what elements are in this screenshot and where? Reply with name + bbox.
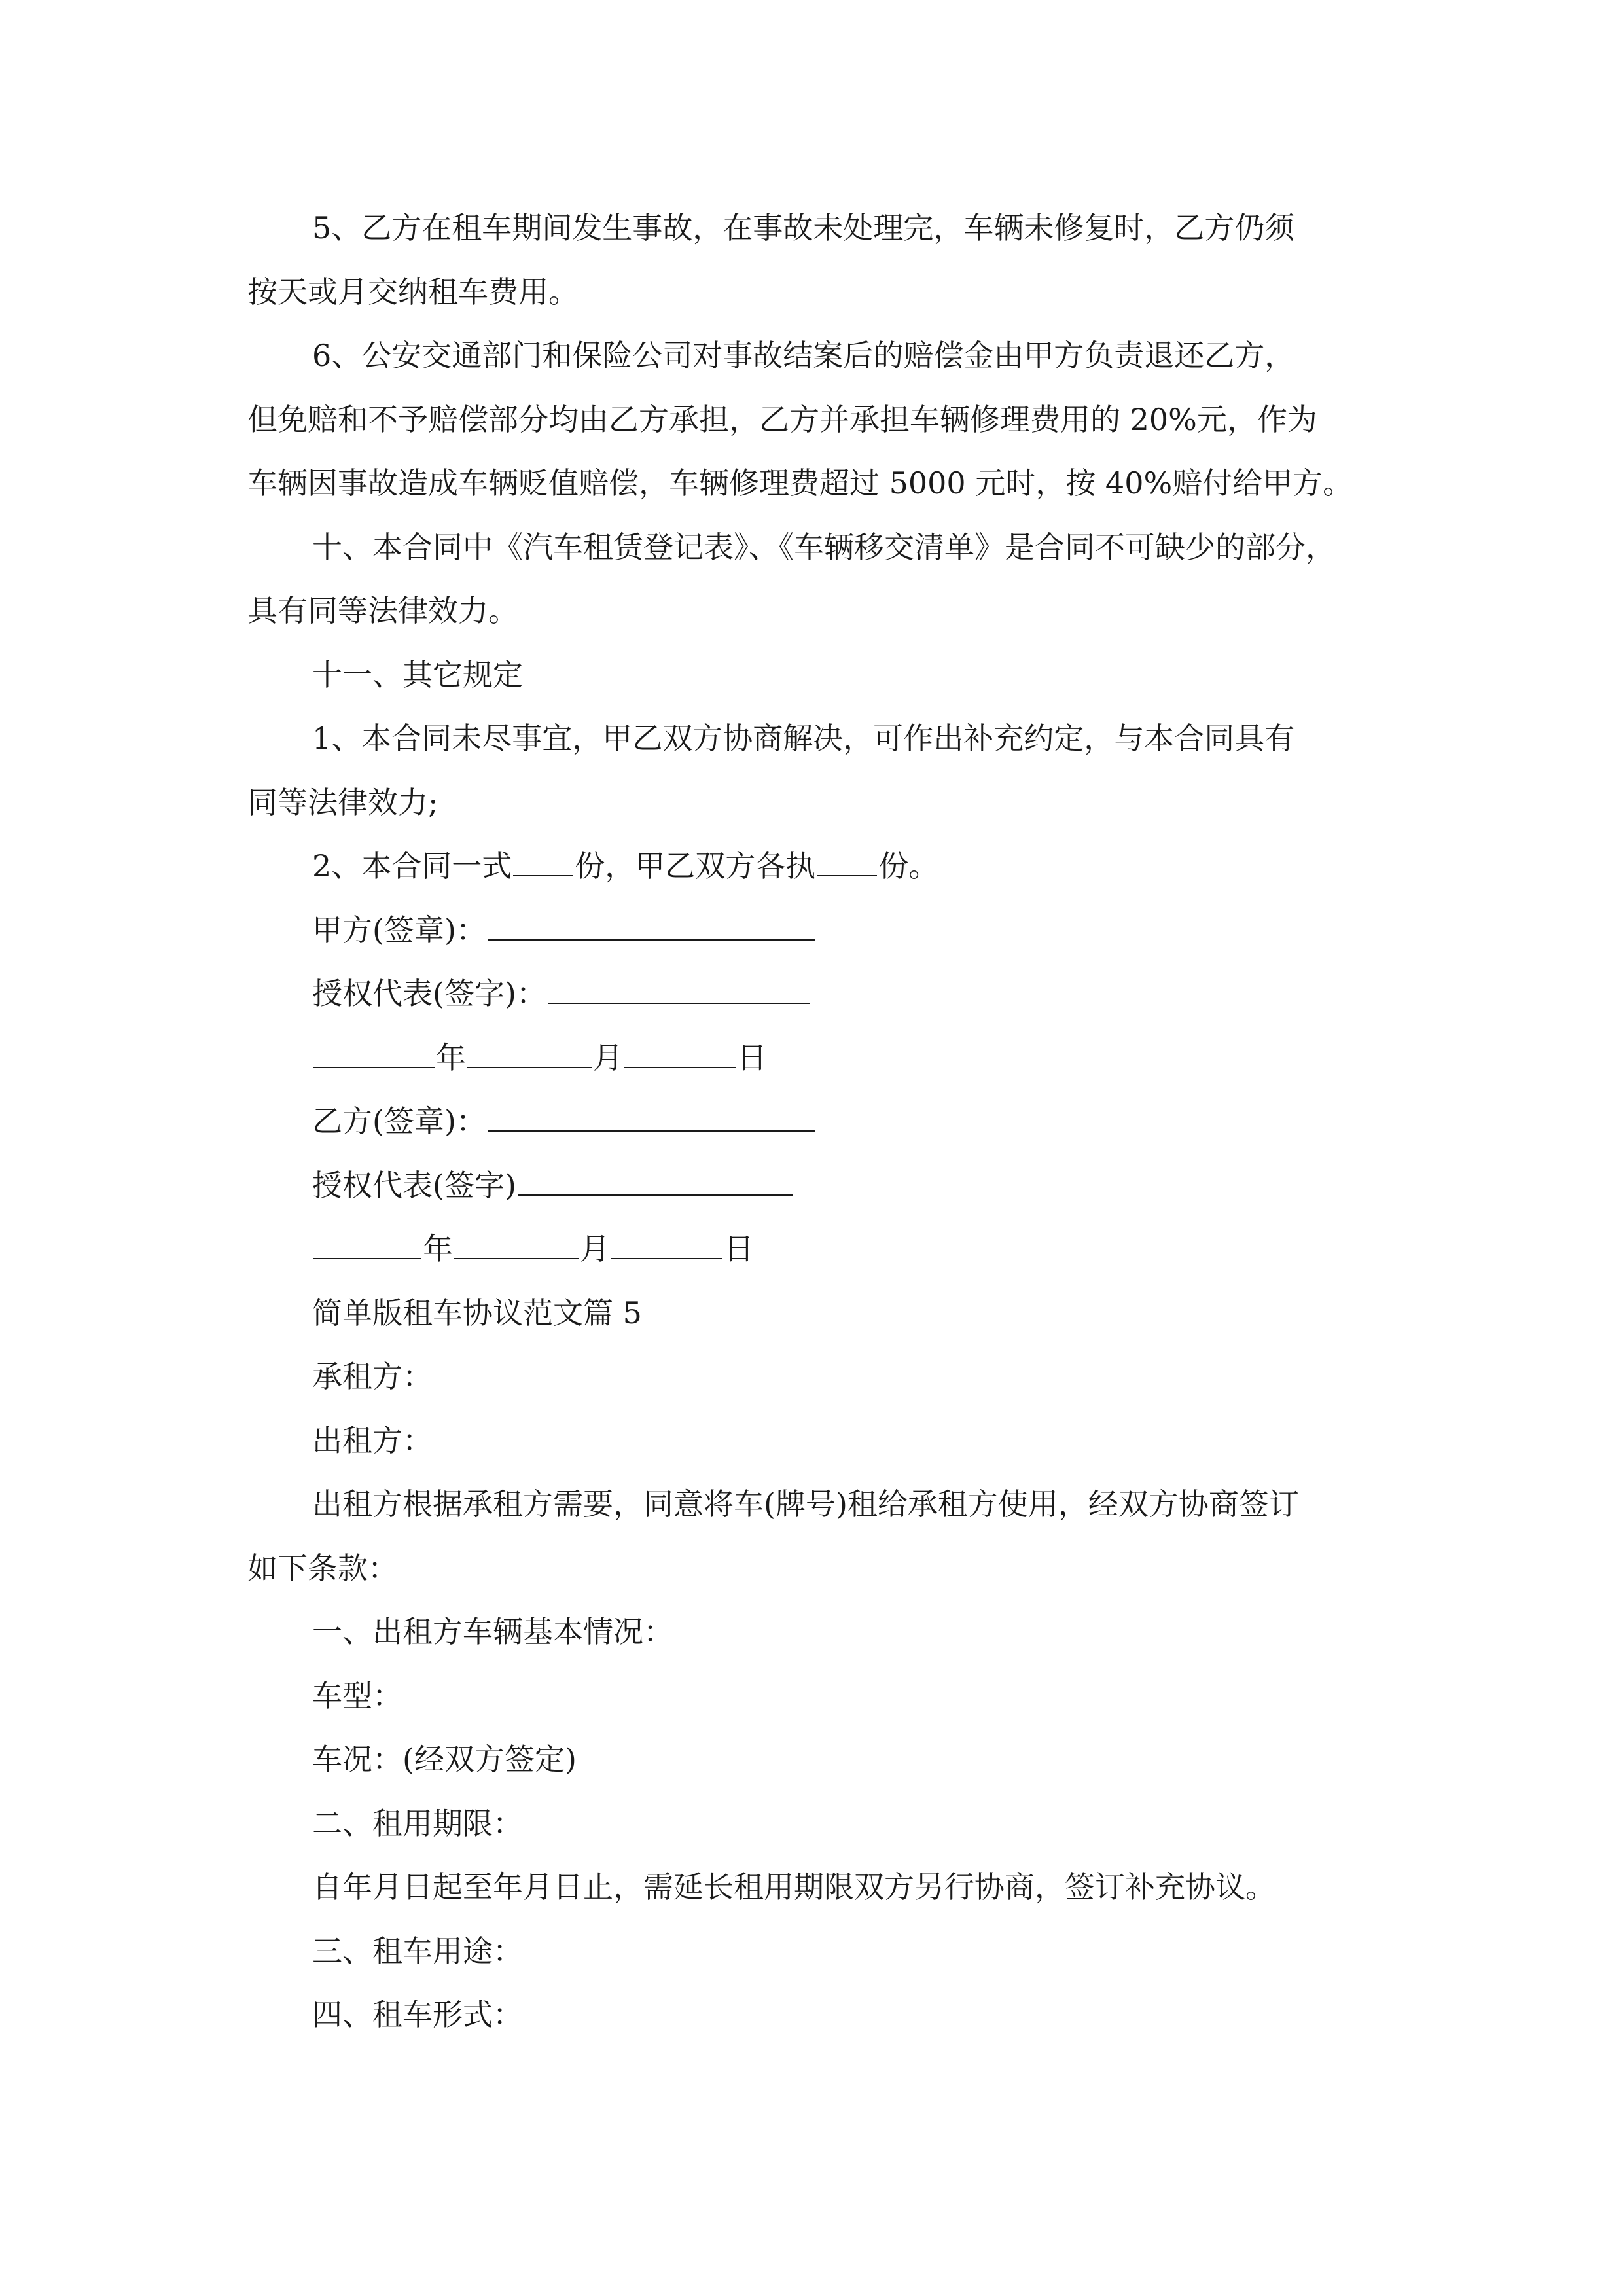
party-b-representative-label: 授权代表(签字) — [312, 1167, 516, 1203]
clause-5-line-1: 5、乙方在租车期间发生事故，在事故未处理完，车辆未修复时，乙方仍须 — [312, 210, 1295, 245]
document-body — [247, 196, 1399, 2047]
year-label: 年 — [436, 1039, 466, 1075]
party-a-day-blank[interactable] — [624, 1037, 736, 1068]
section-2-text: 自年月日起至年月日止，需延长租用期限双方另行协商，签订补充协议。 — [312, 1869, 1275, 1905]
party-b-date-row — [247, 1217, 1399, 1282]
party-b-representative-row — [247, 1154, 1399, 1218]
party-b-seal-blank[interactable] — [488, 1100, 815, 1132]
party-b-representative-blank[interactable] — [518, 1164, 793, 1196]
car-condition-label: 车况：(经双方签定) — [312, 1742, 577, 1777]
party-a-seal-blank[interactable] — [488, 909, 815, 941]
section-1-heading: 一、出租方车辆基本情况： — [312, 1614, 673, 1649]
party-b-month-blank[interactable] — [454, 1228, 579, 1259]
month-label: 月 — [580, 1231, 610, 1266]
article-11-clause-1-line-1: 1、本合同未尽事宜，甲乙双方协商解决，可作出补充约定，与本合同具有 — [312, 721, 1295, 756]
party-b-day-blank[interactable] — [611, 1228, 722, 1259]
copies-text-b: 份，甲乙双方各执 — [575, 848, 816, 884]
clause-6-line-3: 车辆因事故造成车辆贬值赔偿，车辆修理费超过 5000 元时，按 40%赔付给甲方。 — [247, 465, 1353, 501]
clause-6-line-2: 但免赔和不予赔偿部分均由乙方承担，乙方并承担车辆修理费用的 20%元，作为 — [247, 401, 1317, 437]
clause-6-line-1: 6、公安交通部门和保险公司对事故结案后的赔偿金由甲方负责退还乙方， — [312, 338, 1295, 373]
party-a-month-blank[interactable] — [467, 1037, 592, 1068]
party-b-signature-row — [247, 1090, 1399, 1154]
party-a-year-blank[interactable] — [313, 1037, 435, 1068]
year-label: 年 — [423, 1231, 453, 1266]
day-label: 日 — [724, 1231, 754, 1266]
party-a-seal-label: 甲方(签章)： — [312, 912, 486, 948]
section-title: 简单版租车协议范文篇 5 — [312, 1295, 642, 1331]
party-b-year-blank[interactable] — [313, 1228, 421, 1259]
intro-line-1: 出租方根据承租方需要，同意将车(牌号)租给承租方使用，经双方协商签订 — [312, 1486, 1299, 1522]
copies-text-a: 2、本合同一式 — [312, 848, 512, 884]
article-11-clause-2 — [247, 834, 1399, 899]
day-label: 日 — [737, 1039, 767, 1075]
party-a-representative-row — [247, 962, 1399, 1026]
section-2-heading: 二、租用期限： — [312, 1805, 523, 1841]
article-11-clause-1-line-2: 同等法律效力; — [247, 784, 438, 820]
section-3-heading: 三、租车用途： — [312, 1933, 523, 1969]
lessee-label: 承租方： — [312, 1359, 433, 1394]
article-10-line-2: 具有同等法律效力。 — [247, 593, 518, 628]
copies-each-blank[interactable] — [817, 845, 877, 876]
article-11-heading: 十一、其它规定 — [312, 656, 523, 692]
lessor-label: 出租方： — [312, 1422, 433, 1458]
copies-total-blank[interactable] — [513, 845, 573, 876]
party-a-representative-label: 授权代表(签字)： — [312, 976, 546, 1011]
party-b-seal-label: 乙方(签章)： — [312, 1103, 486, 1139]
car-model-label: 车型： — [312, 1677, 402, 1713]
clause-5-line-2: 按天或月交纳租车费用。 — [247, 274, 579, 310]
article-10-line-1: 十、本合同中《汽车租赁登记表》、《车辆移交清单》是合同不可缺少的部分， — [312, 529, 1336, 565]
section-4-heading: 四、租车形式： — [312, 1997, 523, 2032]
party-a-representative-blank[interactable] — [548, 973, 810, 1004]
party-a-date-row — [247, 1026, 1399, 1090]
intro-line-2: 如下条款： — [247, 1550, 398, 1586]
month-label: 月 — [593, 1039, 623, 1075]
copies-text-c: 份。 — [878, 848, 939, 884]
party-a-signature-row — [247, 899, 1399, 963]
